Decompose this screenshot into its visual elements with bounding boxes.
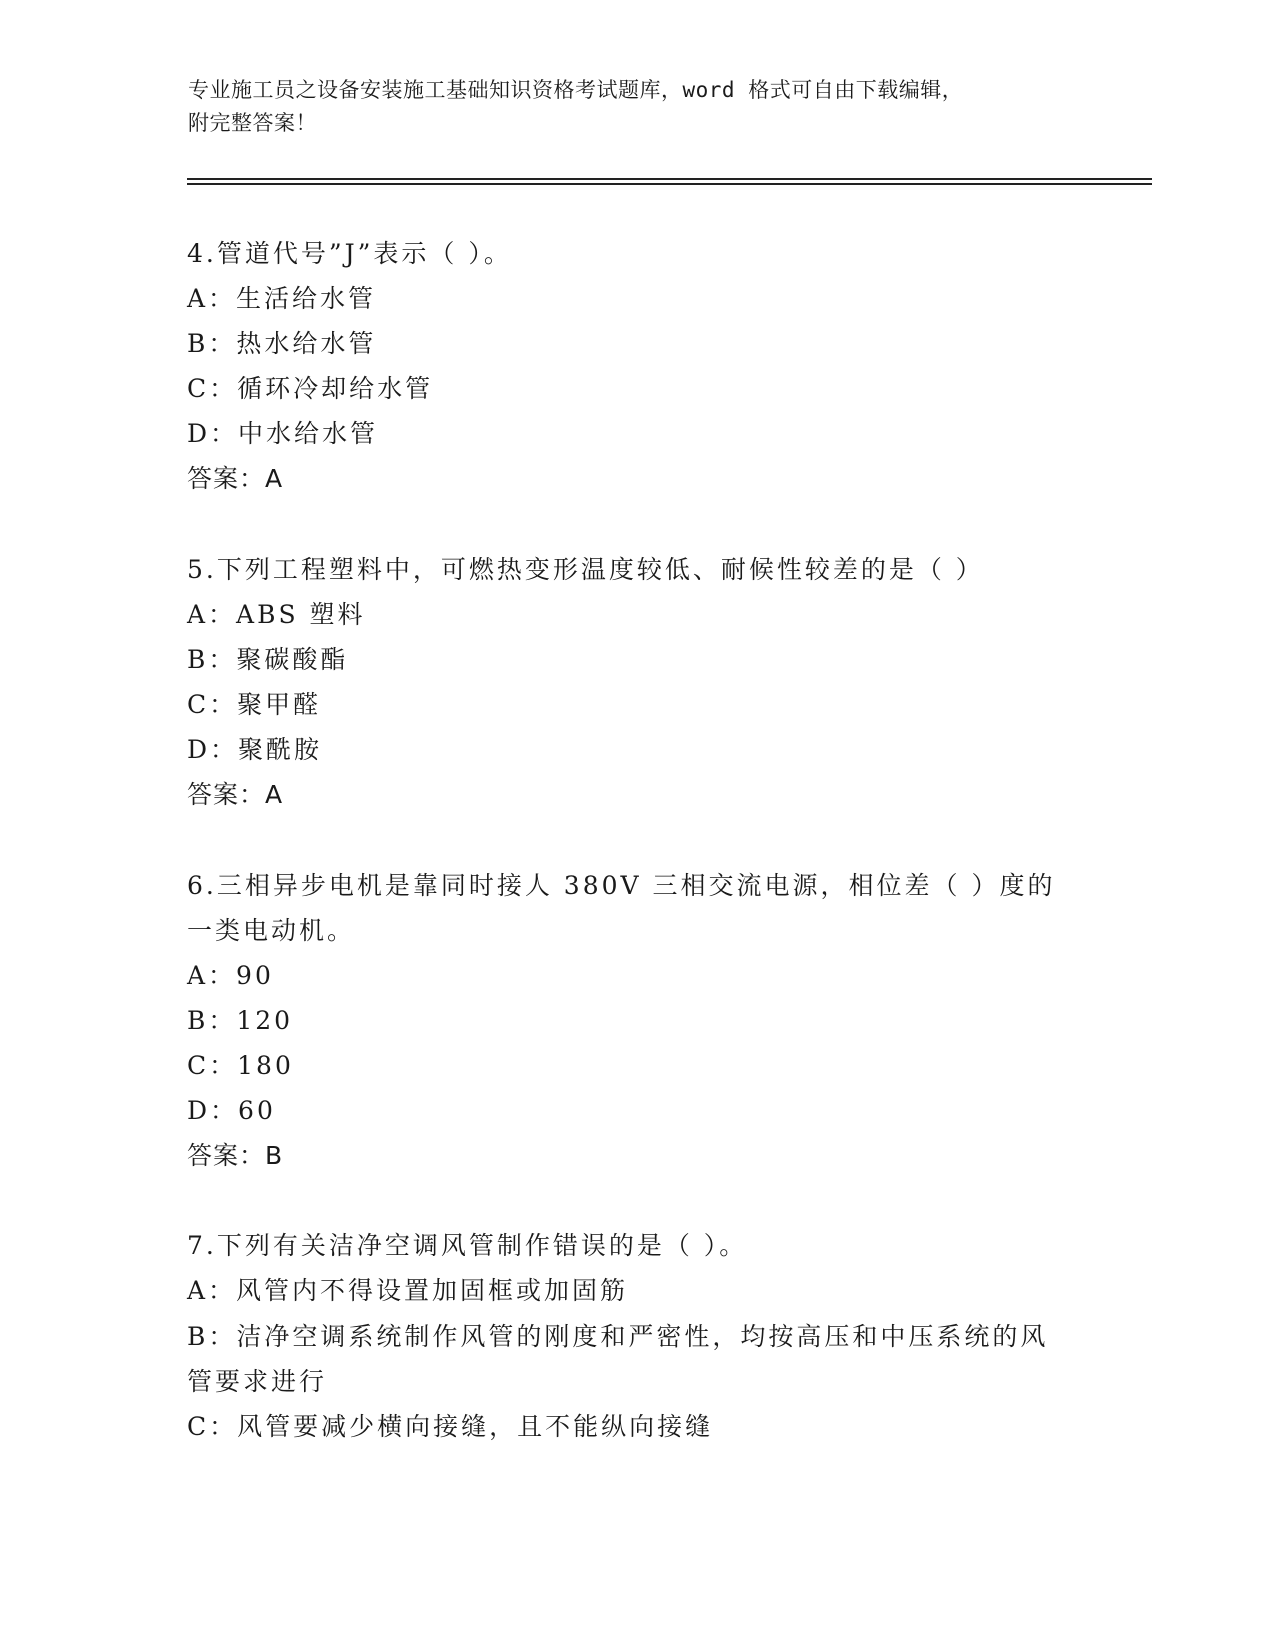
question-6-option-a: A：90: [187, 961, 274, 990]
question-4-option-d: D：中水给水管: [187, 419, 379, 448]
question-4-answer: 答案：A: [187, 464, 284, 493]
question-7-option-b-line-2: 管要求进行: [187, 1367, 328, 1396]
question-7-option-a: A：风管内不得设置加固框或加固筋: [187, 1276, 629, 1305]
question-5-answer: 答案：A: [187, 780, 284, 809]
question-6-option-b: B：120: [187, 1006, 294, 1035]
header-line-2: 附完整答案！: [188, 111, 317, 135]
header-rule-top: [187, 178, 1152, 180]
question-7-stem: 7.下列有关洁净空调风管制作错误的是（ ）。: [187, 1231, 748, 1260]
document-header: [188, 74, 1108, 140]
question-4-option-a: A：生活给水管: [187, 284, 377, 313]
question-4-option-b: B：热水给水管: [187, 329, 377, 358]
question-6-stem-line-1: 6.三相异步电机是靠同时接人 380V 三相交流电源，相位差（ ）度的: [187, 871, 1056, 900]
header-rule-bottom: [187, 183, 1152, 185]
question-4-stem: 4.管道代号”J”表示（ ）。: [187, 239, 512, 268]
question-6-option-d: D：60: [187, 1096, 276, 1125]
header-line-1: 专业施工员之设备安装施工基础知识资格考试题库，word 格式可自由下载编辑，: [188, 78, 964, 102]
question-6-stem-line-2: 一类电动机。: [187, 916, 356, 945]
question-5-option-a: A：ABS 塑料: [187, 600, 366, 629]
question-4-option-c: C：循环冷却给水管: [187, 374, 434, 403]
question-5-option-c: C：聚甲醛: [187, 690, 322, 719]
question-5-stem: 5.下列工程塑料中，可燃热变形温度较低、耐候性较差的是（ ）: [187, 555, 984, 584]
question-5-option-b: B：聚碳酸酯: [187, 645, 349, 674]
question-7-option-b-line-1: B：洁净空调系统制作风管的刚度和严密性，均按高压和中压系统的风: [187, 1322, 1049, 1351]
question-7-option-c: C：风管要减少横向接缝，且不能纵向接缝: [187, 1412, 714, 1441]
question-6-answer: 答案：B: [187, 1141, 284, 1170]
question-6-option-c: C：180: [187, 1051, 294, 1080]
question-5-option-d: D：聚酰胺: [187, 735, 323, 764]
